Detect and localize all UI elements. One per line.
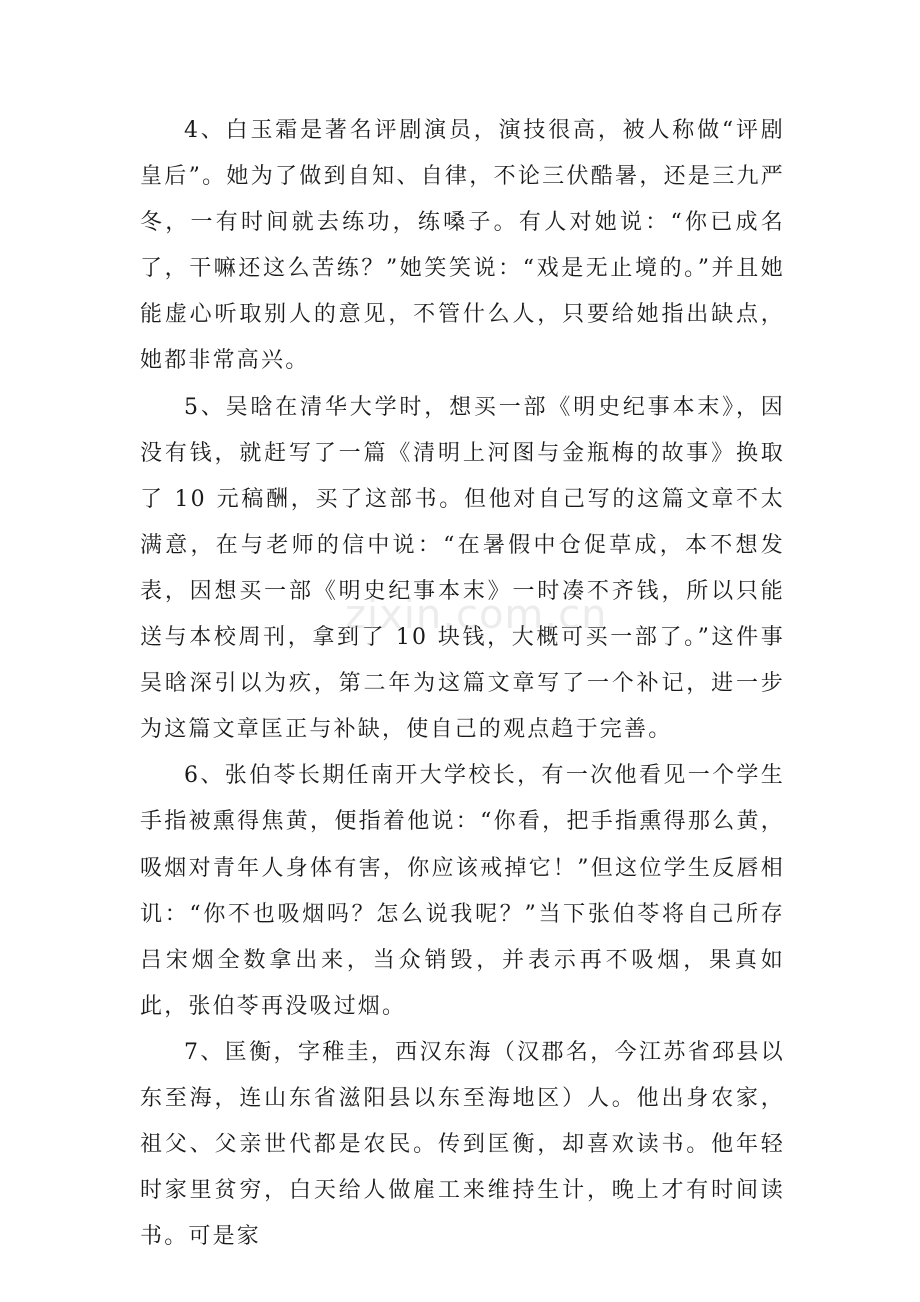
watermark: zixin.com.cn <box>345 592 608 638</box>
paragraph-4: 4、白玉霜是著名评剧演员，演技很高，被人称做“评剧皇后”。她为了做到自知、自律，不论三伏酷暑，还是三九严冬，一有时间就去练功，练嗓子。有人对她说：“你已成名了，干嘛还这么苦练？”她笑笑说：“戏是无止境的。”并且她能虚心听取别人的意见，不管什么人，只要给她指出缺点，她都非常高兴。 <box>140 118 785 374</box>
paragraph-7: 7、匡衡，字稚圭，西汉东海（汉郡名，今江苏省邳县以东至海，连山东省滋阳县以东至海地区）人。他出身农家，祖父、父亲世代都是农民。传到匡衡，却喜欢读书。他年轻时家里贫穷，白天给人做雇工来维持生计，晚上才有时间读书。可是家 <box>140 1039 785 1250</box>
paragraph-5: 5、吴晗在清华大学时，想买一部《明史纪事本末》，因没有钱，就赶写了一篇《清明上河图与金瓶梅的故事》换取了 10 元稿酬，买了这部书。但他对自己写的这篇文章不太满意，在与老师的信中说：“在暑假中仓促草成，本不想发表，因想买一部《明史纪事本末》一时凑不齐钱，所以只能送与本校周刊，拿到了 10 块钱，大概可买一部了。”这件事吴晗深引以为疚，第二年为这篇文章写了一个补记，进一步为这篇文章匡正与补缺，使自己的观点趋于完善。 <box>140 394 785 743</box>
document-body <box>140 108 785 1260</box>
paragraph-6: 6、张伯苓长期任南开大学校长，有一次他看见一个学生手指被熏得焦黄，便指着他说：“你看，把手指熏得那么黄，吸烟对青年人身体有害，你应该戒掉它！”但这位学生反唇相讥：“你不也吸烟吗？怎么说我呢？”当下张伯苓将自己所存吕宋烟全数拿出来，当众销毁，并表示再不吸烟，果真如此，张伯苓再没吸过烟。 <box>140 763 785 1019</box>
